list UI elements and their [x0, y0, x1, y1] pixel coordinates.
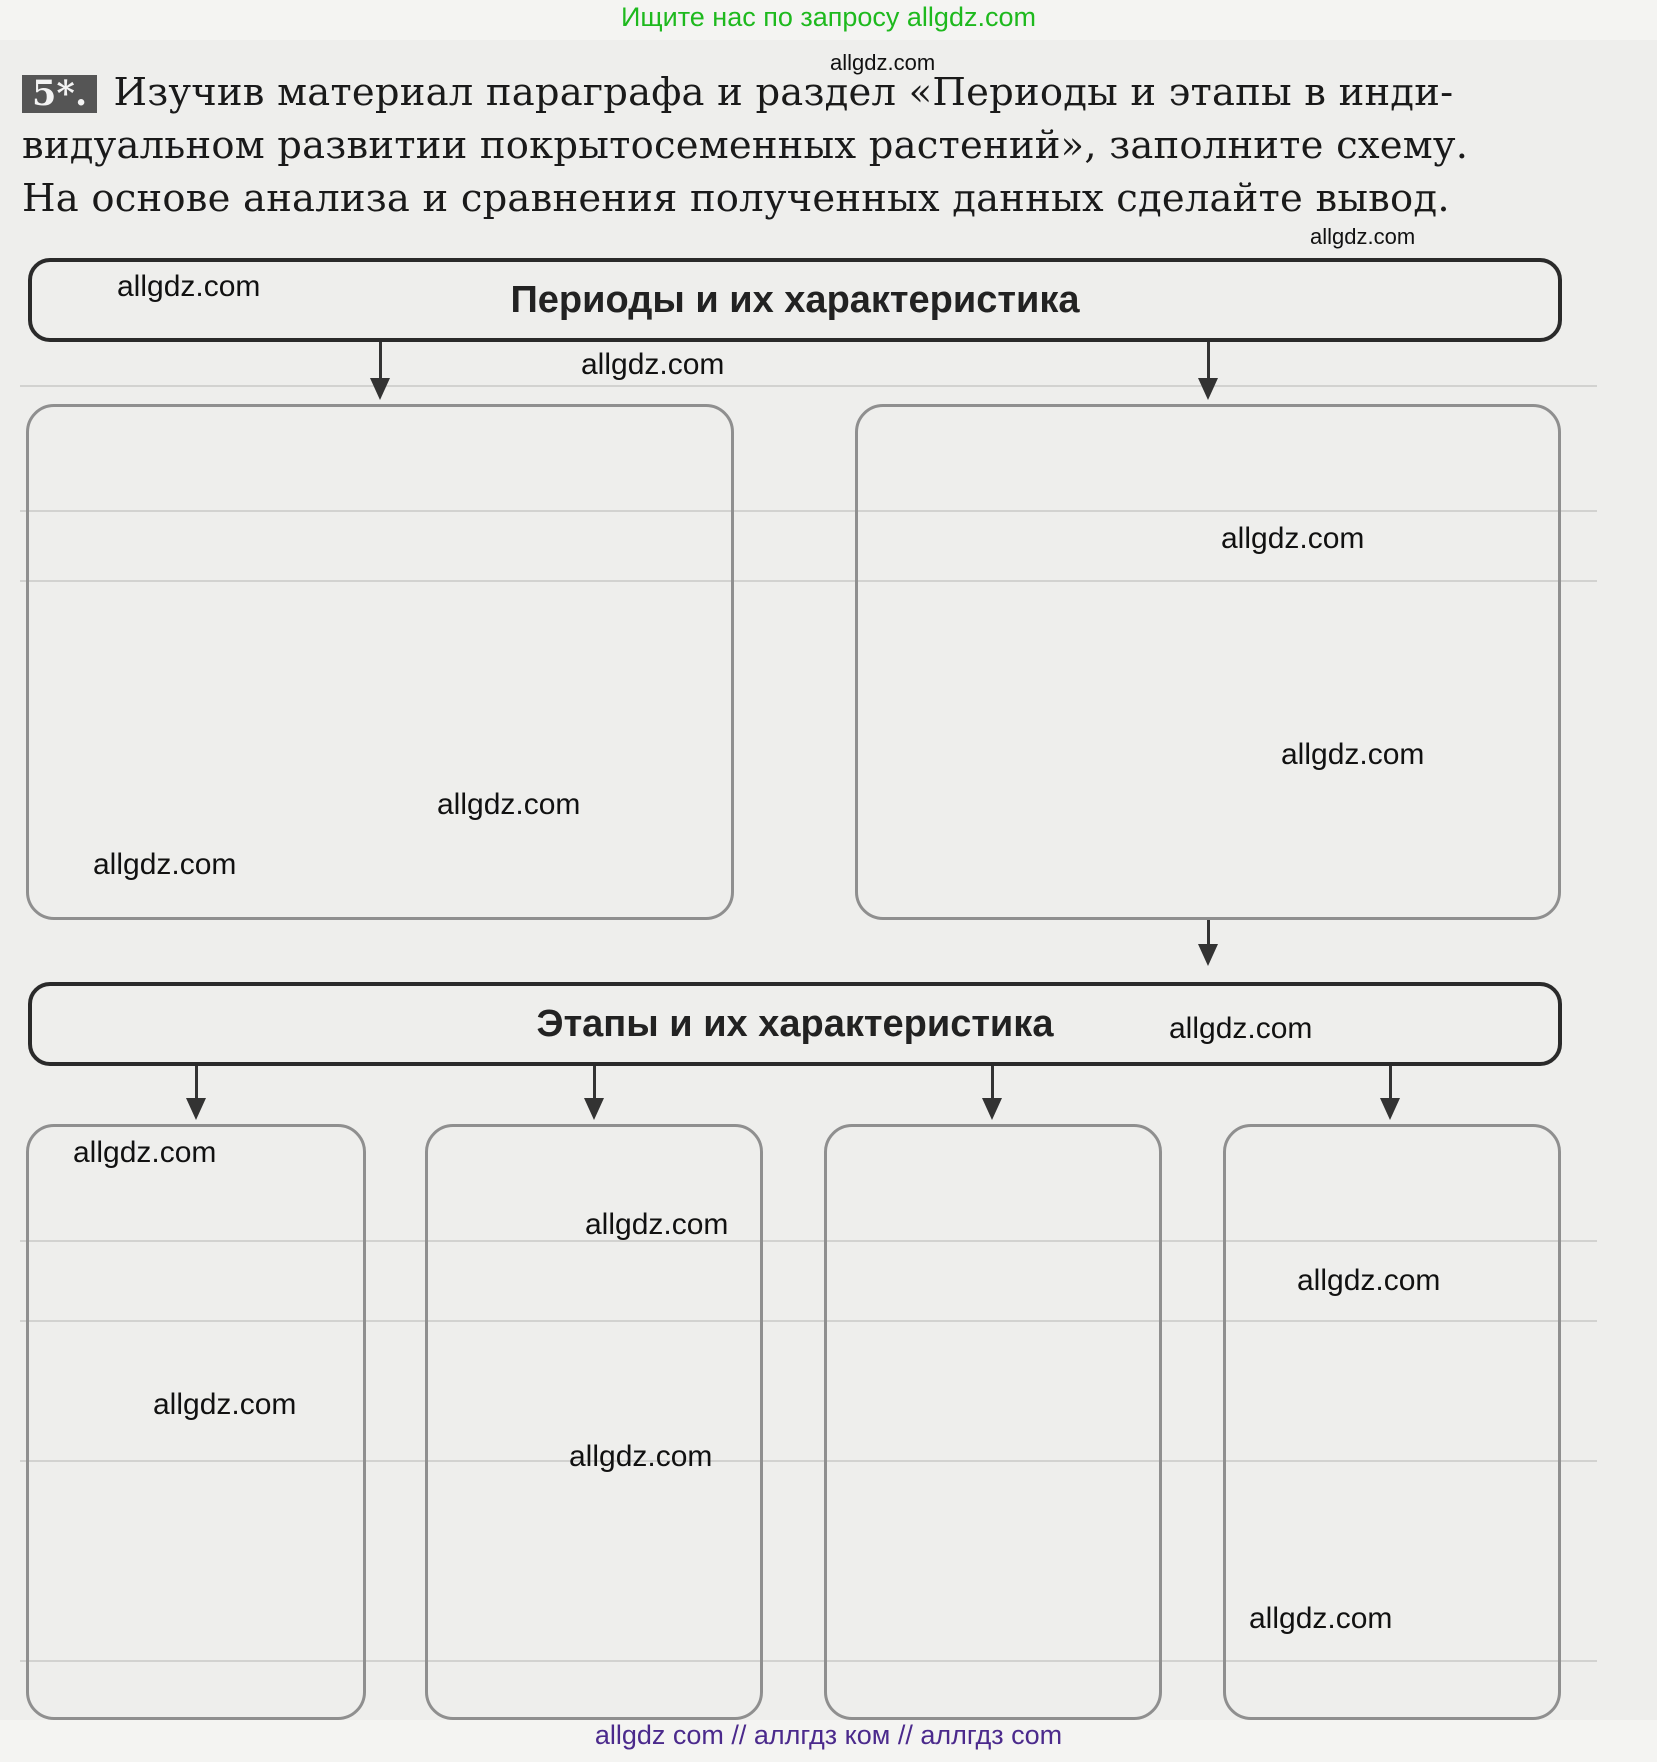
stage-box-3[interactable]: [824, 1124, 1162, 1720]
task-line-1: [22, 66, 1582, 119]
period-box-2[interactable]: [855, 404, 1561, 920]
watermark: allgdz.com: [1281, 738, 1425, 771]
watermark: allgdz.com: [1297, 1264, 1441, 1297]
watermark: allgdz.com: [1169, 1012, 1313, 1045]
watermark: allgdz.com: [93, 848, 237, 881]
watermark: allgdz.com: [1221, 522, 1365, 555]
periods-title: Периоды и их характеристика: [510, 278, 1080, 321]
watermark: allgdz.com: [153, 1388, 297, 1421]
task-text: [22, 66, 1582, 225]
watermark: allgdz.com: [585, 1208, 729, 1241]
watermark: allgdz.com: [1249, 1602, 1393, 1635]
bottom-banner[interactable]: allgdz com // аллгдз ком // аллгдз com: [594, 1720, 1063, 1750]
watermark: allgdz.com: [437, 788, 581, 821]
watermark: allgdz.com: [73, 1136, 217, 1169]
task-number: 5*.: [22, 75, 97, 113]
top-banner[interactable]: Ищите нас по запросу allgdz.com: [621, 2, 1036, 32]
period-box-1[interactable]: [26, 404, 734, 920]
stage-box-1[interactable]: [26, 1124, 366, 1720]
watermark: allgdz.com: [830, 50, 936, 75]
bleed-through-line: [20, 385, 1597, 387]
stages-header-box: [28, 982, 1562, 1066]
watermark: allgdz.com: [569, 1440, 713, 1473]
task-line-2: видуальном развитии покрытосеменных растений», заполните схему.: [22, 123, 1469, 168]
task-line-3: На основе анализа и сравнения полученных данных сделайте вывод.: [22, 176, 1450, 221]
watermark: allgdz.com: [1310, 224, 1416, 249]
watermark: allgdz.com: [117, 270, 261, 303]
watermark: allgdz.com: [581, 348, 725, 381]
stages-title: Этапы и их характеристика: [536, 1002, 1054, 1045]
task-line-1-text: Изучив материал параграфа и раздел «Периоды и этапы в инди-: [113, 70, 1454, 115]
